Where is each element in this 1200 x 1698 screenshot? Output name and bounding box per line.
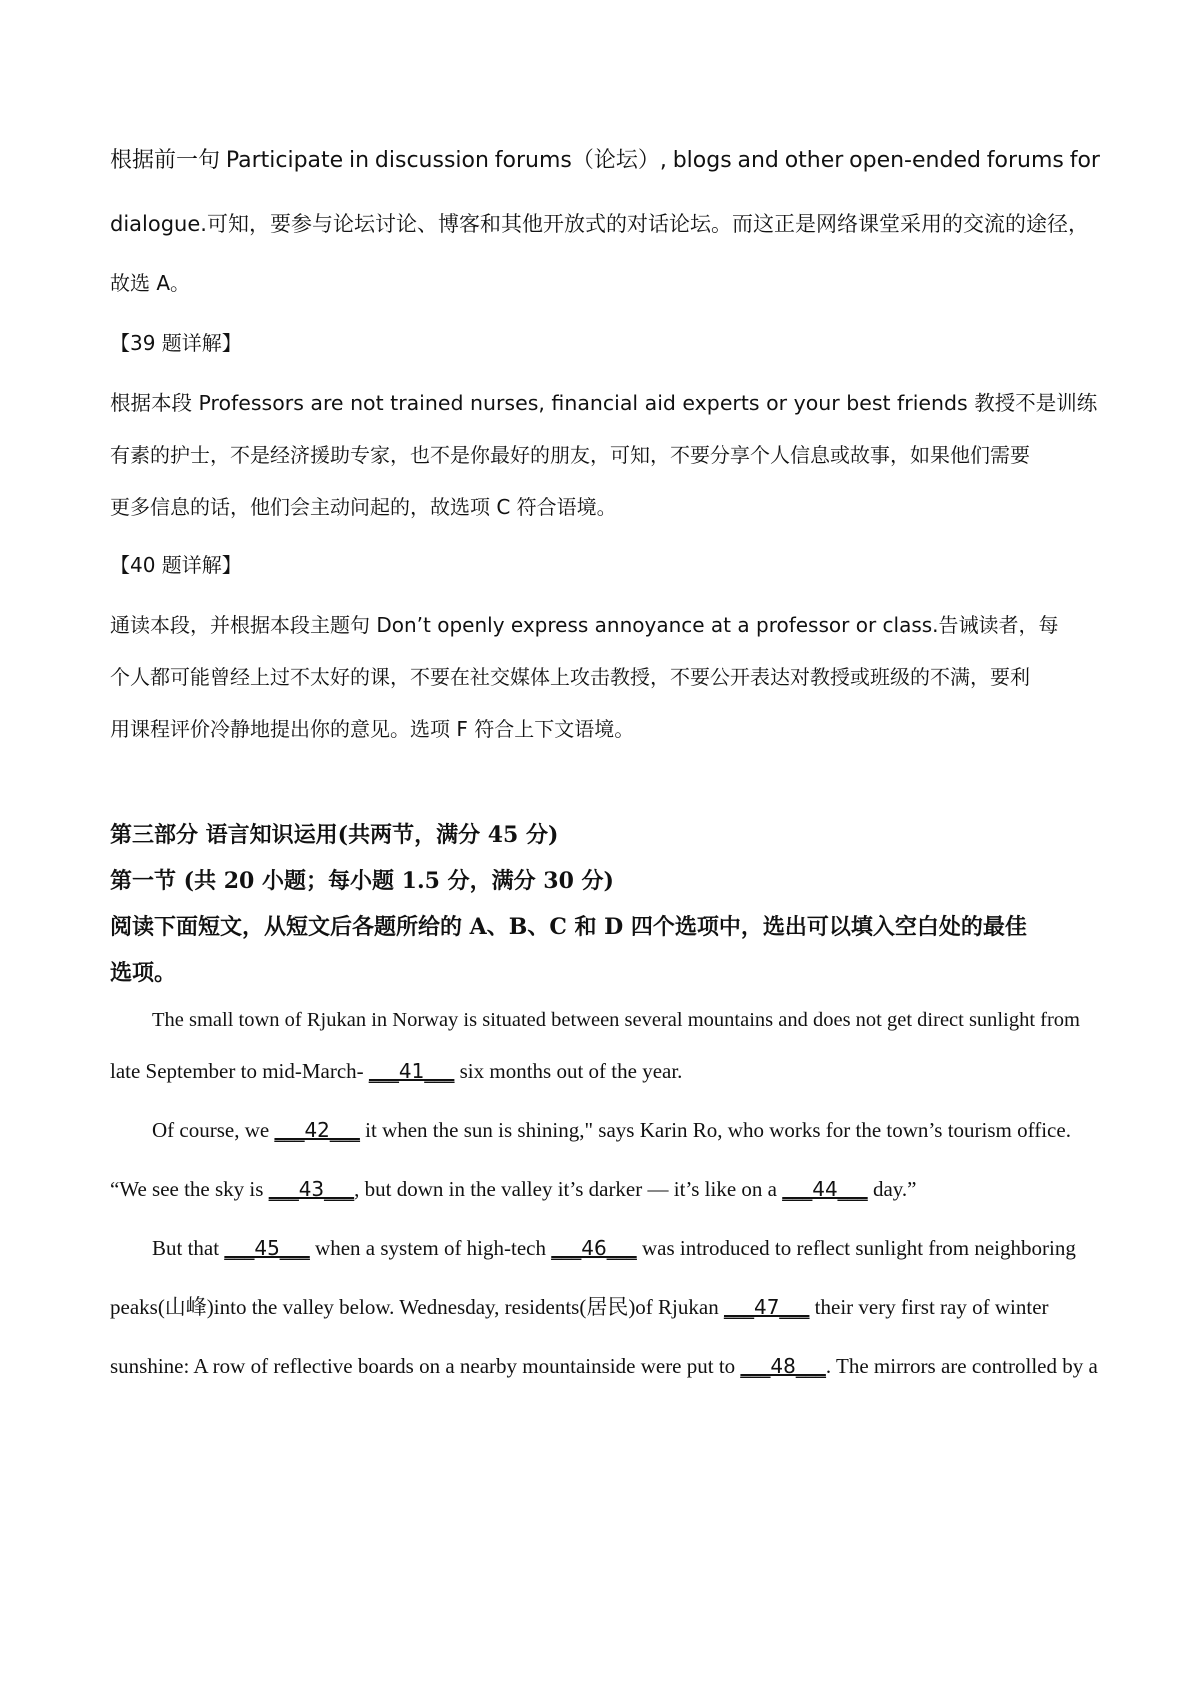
blank-48: ___48___	[740, 1354, 826, 1378]
passage-text: Of course, we	[152, 1118, 275, 1142]
blank-43: ___43___	[268, 1177, 355, 1201]
passage-text: six months out of the year.	[454, 1059, 683, 1083]
blank-45: ___45___	[224, 1236, 310, 1260]
explanation-38-line-2: dialogue.可知，要参与论坛讨论、博客和其他开放式的对话论坛。而这正是网络课堂采用的交流的途径，	[110, 212, 1089, 236]
passage-p2-line-1	[152, 1115, 1100, 1145]
passage-text: “We see the sky is	[110, 1177, 269, 1201]
passage-text: , but down in the valley it’s darker — it’s like on a	[354, 1177, 783, 1201]
passage-text: their very first ray of winter	[809, 1295, 1049, 1319]
explanation-40-heading: 【40 题详解】	[110, 553, 242, 577]
blank-44: ___44___	[782, 1177, 868, 1201]
passage-p3-line-1	[152, 1233, 1100, 1263]
explanation-39-line-3: 更多信息的话，他们会主动问起的，故选项 C 符合语境。	[110, 495, 617, 519]
passage-p3-line-3	[110, 1351, 1100, 1381]
word: blogs	[672, 148, 732, 173]
word: and	[737, 148, 779, 173]
section1-title: 第一节 (共 20 小题；每小题 1.5 分，满分 30 分)	[110, 868, 614, 894]
passage-text: peaks(山峰)into the valley below. Wednesday, residents(居民)of Rjukan	[110, 1295, 724, 1319]
explanation-40-line-2: 个人都可能曾经上过不太好的课，不要在社交媒体上攻击教授，不要公开表达对教授或班级的不满，要利	[110, 665, 1030, 689]
passage-text: sunshine: A row of reflective boards on a nearby mountainside were put to	[110, 1354, 741, 1378]
explanation-38-line-1	[110, 146, 1100, 176]
word: forums	[986, 148, 1064, 173]
passage-text: late September to mid-March-	[110, 1059, 369, 1083]
word: 根据前一句	[110, 148, 221, 173]
instruction-line-2: 选项。	[110, 960, 177, 986]
word: in	[349, 148, 370, 173]
blank-41: ___41___	[368, 1059, 455, 1083]
word: Participate	[225, 148, 344, 173]
explanation-39-line-1: 根据本段 Professors are not trained nurses, financial aid experts or your best friends 教授不是训练	[110, 391, 1098, 415]
word: for	[1069, 148, 1100, 173]
passage-p1-line-2	[110, 1056, 1100, 1086]
passage-text: it when the sun is shining," says Karin Ro, who works for the town’s tourism office.	[359, 1118, 1071, 1142]
instruction-line-1: 阅读下面短文，从短文后各题所给的 A、B、C 和 D 四个选项中，选出可以填入空白处的最佳	[110, 914, 1027, 940]
word: open-ended	[849, 148, 981, 173]
passage-p3-line-2	[110, 1292, 1100, 1322]
word: discussion	[374, 148, 489, 173]
explanation-39-line-2: 有素的护士，不是经济援助专家，也不是你最好的朋友，可知，不要分享个人信息或故事，如果他们需要	[110, 443, 1030, 467]
passage-p2-line-2	[110, 1174, 1100, 1204]
explanation-39-heading: 【39 题详解】	[110, 331, 242, 355]
blank-42: ___42___	[274, 1118, 360, 1142]
passage-text: But that	[152, 1236, 225, 1260]
passage-text: . The mirrors are controlled by a	[825, 1354, 1098, 1378]
blank-46: ___46___	[551, 1236, 637, 1260]
explanation-38-line-3: 故选 A。	[110, 271, 191, 295]
word: forums（论坛）,	[494, 148, 667, 173]
explanation-40-line-1: 通读本段，并根据本段主题句 Don’t openly express annoyance at a professor or class.告诫读者，每	[110, 613, 1059, 637]
word: other	[784, 148, 844, 173]
blank-47: ___47___	[723, 1295, 810, 1319]
explanation-40-line-3: 用课程评价冷静地提出你的意见。选项 F 符合上下文语境。	[110, 717, 635, 741]
passage-text: when a system of high-tech	[309, 1236, 552, 1260]
passage-text: was introduced to reflect sunlight from neighboring	[636, 1236, 1076, 1260]
part3-title: 第三部分 语言知识运用(共两节，满分 45 分)	[110, 822, 559, 848]
passage-text: day.”	[867, 1177, 917, 1201]
passage-p1-line-1: The small town of Rjukan in Norway is situated between several mountains and does not get direct sunlight from	[152, 1009, 1080, 1031]
